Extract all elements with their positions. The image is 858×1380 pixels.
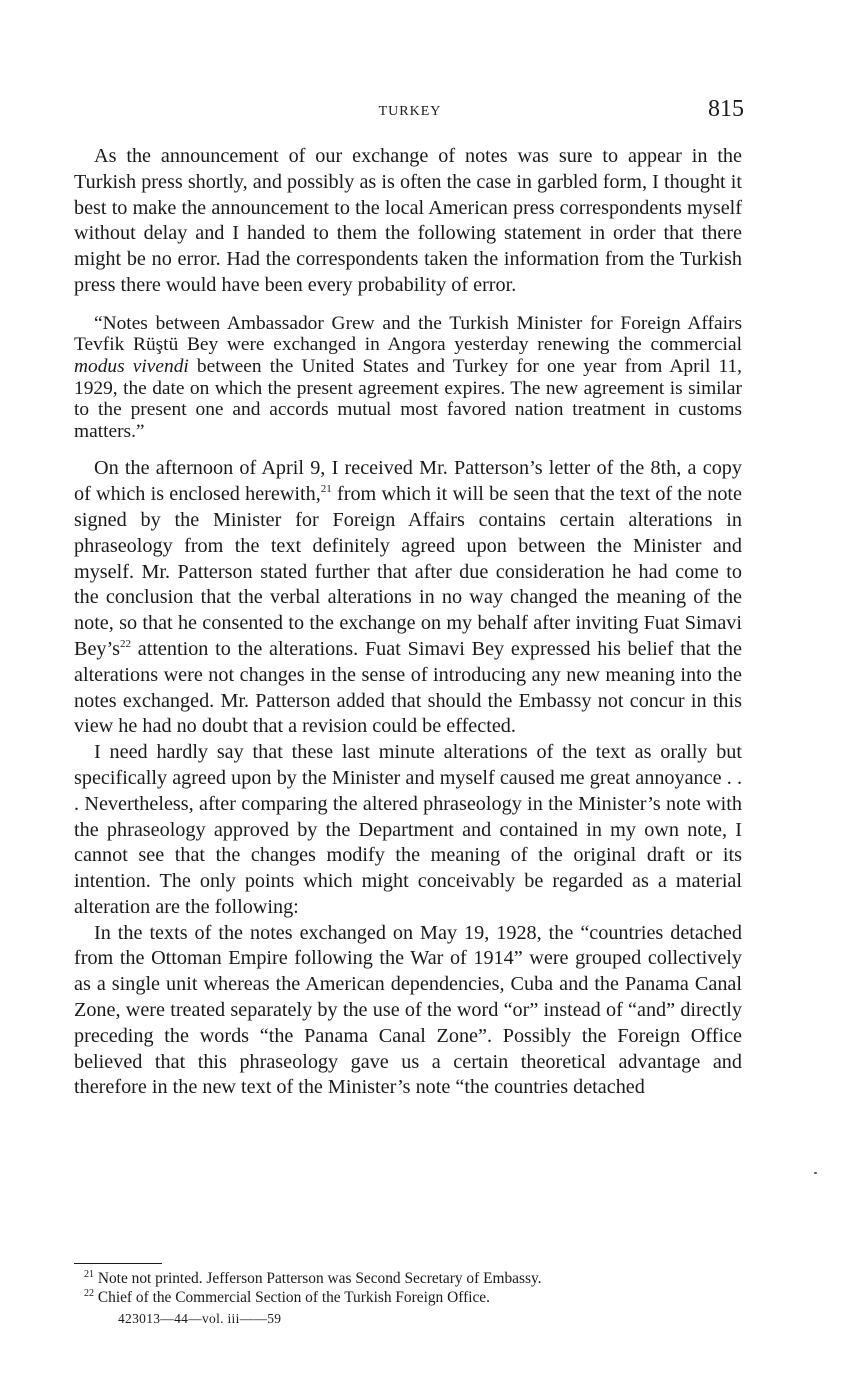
quoted-statement [74,313,742,443]
footnote-reference-21: 21 [320,483,332,496]
footnote-21 [84,1269,744,1288]
footnote-22 [84,1288,744,1307]
print-speck [814,1172,817,1174]
footnote-text: Note not printed. Jefferson Patterson was Second Secretary of Embassy. [97,1270,542,1287]
paragraph-notes-texts: In the texts of the notes exchanged on May 19, 1928, the “countries detached from the Ottoman Empire following the War of 1914” were grouped collectively as a single unit whereas the American dependencies, Cuba and the Panama Canal Zone, were treated separately by the use of the word “or” instead of “and” directly preceding the words “the Panama Canal Zone”. Possibly the Foreign Office believed that this phraseology gave us a certain theoretical advantage and therefore in the new text of the Minister’s note “the countries detached [74,921,742,1099]
quoted-statement-italic: modus vivendi [74,355,189,377]
footnote-reference-22: 22 [119,637,131,650]
running-title: TURKEY [378,104,442,119]
paragraph-patterson-letter-part-3: attention to the alterations. Fuat Simavi Bey expressed his belief that the alterations were not changes in the sense of introducing any new meaning into the notes exchanged. Mr. Patterson added that should the Embassy not concur in this view he had no doubt that a revision could be effected. [74,637,742,738]
body-text [74,144,742,1101]
footnotes [84,1269,744,1307]
page-number: 815 [708,96,744,122]
footnote-mark: 22 [84,1288,94,1299]
footnote-mark: 21 [84,1269,94,1280]
paragraph-patterson-letter-part-1: On the afternoon of April 9, I received Mr. Patterson’s letter of the 8th, a copy of which is enclosed herewith, [74,457,742,506]
footnote-divider [74,1263,162,1264]
paragraph-patterson-letter-part-2: from which it will be seen that the text of the note signed by the Minister for Foreign Affairs contains certain alterations in phraseology from the text definitely agreed upon between the Minister and myself. Mr. Patterson stated further that after due consideration he had come to the conclusion that the verbal alterations in no way changed the meaning of the note, so that he consented to the exchange on my behalf after inviting Fuat Simavi Bey’s [74,483,742,660]
running-head [74,96,746,126]
paragraph-patterson-letter [74,456,742,740]
print-code: 423013—44—vol. iii——59 [118,1311,282,1326]
paragraph-alterations: I need hardly say that these last minute alterations of the text as orally but specifically agreed upon by the Minister and myself caused me great annoyance . . . Nevertheless, after comparing the altered phraseology in the Minister’s note with the phraseology approved by the Department and contained in my own note, I cannot see that the changes modify the meaning of the original draft or its intention. The only points which might conceivably be regarded as a material alteration are the following: [74,741,742,918]
paragraph-press-announcement: As the announcement of our exchange of notes was sure to appear in the Turkish press shortly, and possibly as is often the case in garbled form, I thought it best to make the announcement to the local American press correspondents myself without delay and I handed to them the following statement in order that there might be no error. Had the correspondents taken the information from the Turkish press there would have been every probability of error. [74,145,742,296]
quoted-statement-part-2: between the United States and Turkey for one year from April 11, 1929, the date on which the present agreement expires. The new agreement is similar to the present one and accords mutual most favored nation treatment in customs matters.” [74,355,743,442]
quoted-statement-part-1: “Notes between Ambassador Grew and the Turkish Minister for Foreign Affairs Tevfik Rüştü Bey were exchanged in Angora yesterday renewing the commercial [74,312,742,356]
footnote-text: Chief of the Commercial Section of the Turkish Foreign Office. [97,1289,490,1306]
